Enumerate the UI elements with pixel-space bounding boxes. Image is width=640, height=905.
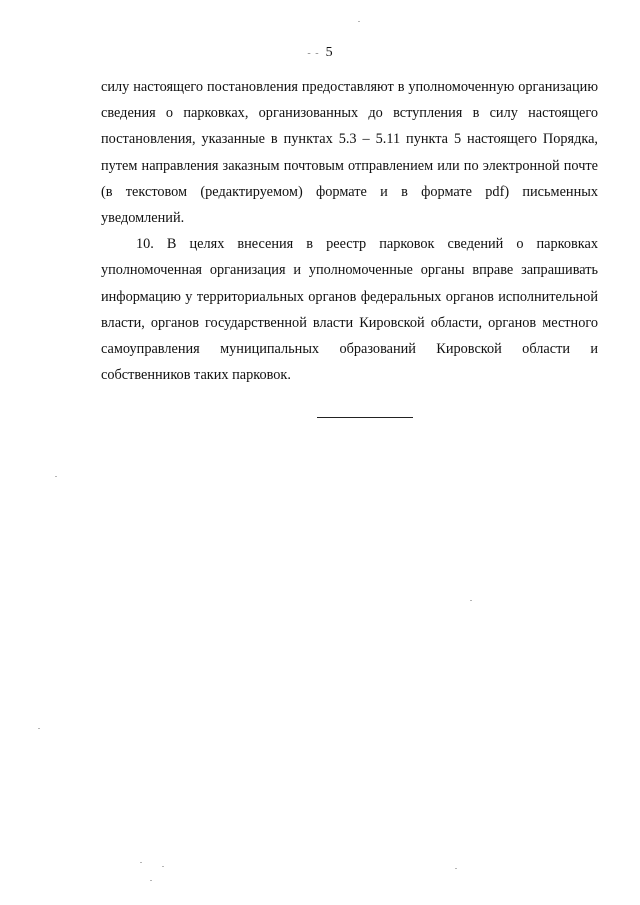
paragraph-item-10: 10. В целях внесения в реестр парковок сведений о парковках уполномоченная организация и уполномоченные органы вправе запрашивать информацию у территориальных органов федеральных органов исполнительной власти, органов государственной власти Кировской области, органов местного самоуправления муниципальных образований Кировской области и собственников таких парковок. xyxy=(101,236,598,384)
scan-speck xyxy=(470,600,472,601)
scan-speck xyxy=(38,728,40,729)
page-number-value: 5 xyxy=(325,45,333,60)
document-body xyxy=(101,74,598,388)
scan-speck xyxy=(55,476,57,477)
scan-speck xyxy=(150,880,152,881)
page-number xyxy=(0,44,640,63)
scan-speck xyxy=(140,862,142,863)
scan-speck xyxy=(162,866,164,867)
scan-speck xyxy=(358,21,360,22)
paragraph-continuation: силу настоящего постановления предоставляют в уполномоченную организацию сведения о парковках, организованных до вступления в силу настоящего постановления, указанные в пунктах 5.3 – 5.11 пункта 5 настоящего Порядка, путем направления заказным почтовым отправлением или по электронной почте (в текстовом (редактируемом) формате и в формате pdf) письменных уведомлений. xyxy=(101,79,598,227)
end-separator-line xyxy=(317,417,413,418)
page-number-prefix: - - xyxy=(307,48,320,59)
scan-speck xyxy=(455,868,457,869)
